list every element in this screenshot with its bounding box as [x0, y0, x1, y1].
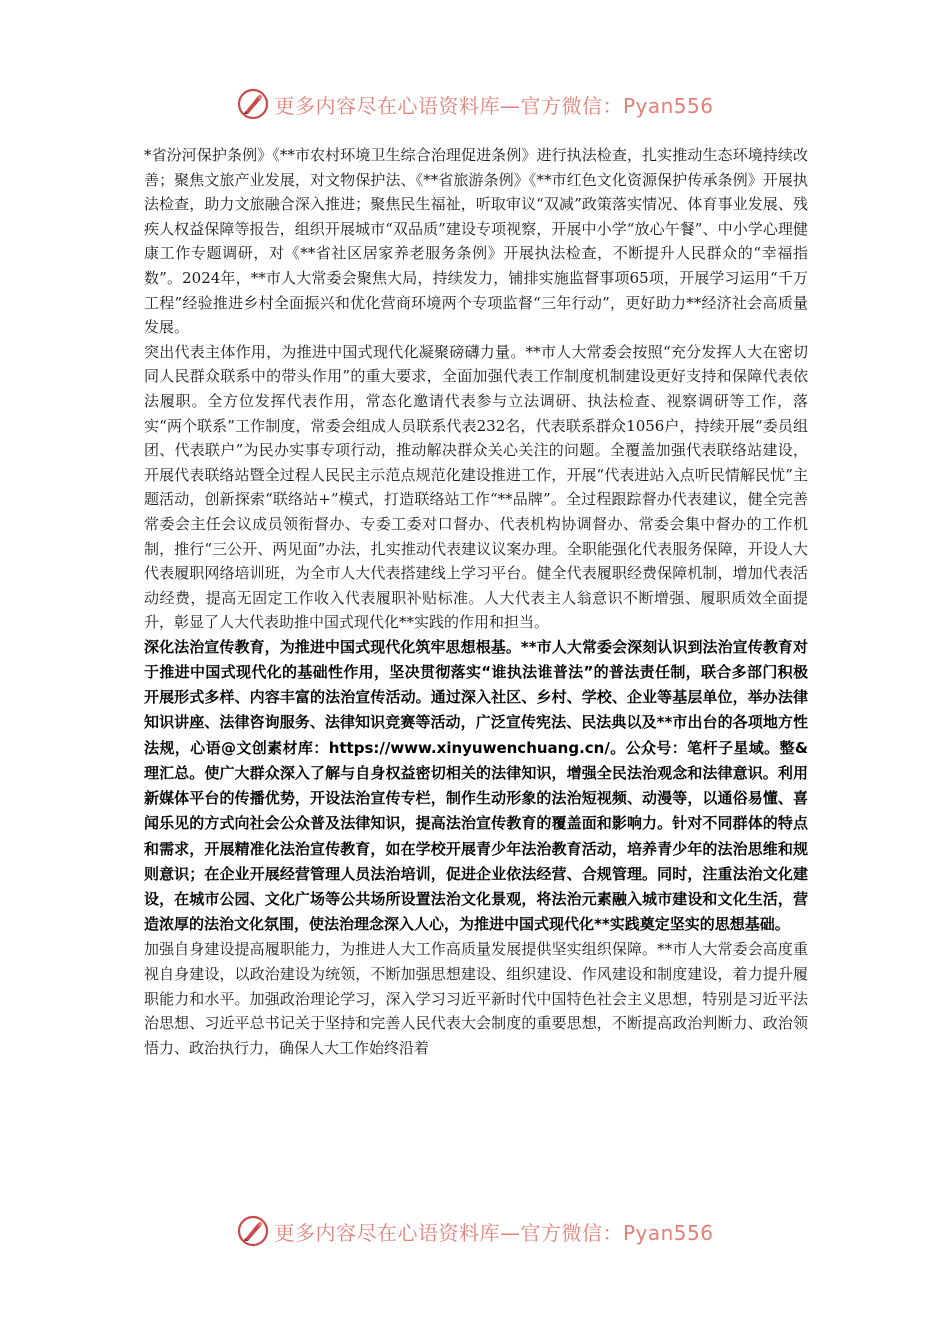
paragraph-legal-education: 深化法治宣传教育，为推进中国式现代化筑牢思想根基。**市人大常委会深刻认识到法治宣传教育对于推进中国式现代化的基础性作用，坚决贯彻落实“谁执法谁普法”的普法责任制，联合多部门积极开展形式多样、内容丰富的法治宣传活动。通过深入社区、乡村、学校、企业等基层单位，举办法律知识讲座、法律咨询服务、法律知识竞赛等活动，广泛宣传宪法、民法典以及**市出台的各项地方性法规，心语@文创素材库：https://www.xinyuwenchuang.cn/。公众号：笔杆子星域。整&理汇总。使广大群众深入了解与自身权益密切相关的法律知识，增强全民法治观念和法律意识。利用新媒体平台的传播优势，开设法治宣传专栏，制作生动形象的法治短视频、动漫等，以通俗易懂、喜闻乐见的方式向社会公众普及法律知识，提高法治宣传教育的覆盖面和影响力。针对不同群体的特点和需求，开展精准化法治宣传教育，如在学校开展青少年法治教育活动，培养青少年的法治思维和规则意识；在企业开展经营管理人员法治培训，促进企业依法经营、合规管理。同时，注重法治文化建设，在城市公园、文化广场等公共场所设置法治文化景观，将法治元素融入城市建设和文化生活，营造浓厚的法治文化氛围，使法治理念深入人心，为推进中国式现代化**实践奠定坚实的思想基础。 — [144, 637, 808, 934]
document-body — [144, 143, 808, 1060]
paragraph-self-building: 加强自身建设提高履职能力，为推进人大工作高质量发展提供坚实组织保障。**市人大常委会高度重视自身建设，以政治建设为统领，不断加强思想建设、组织建设、作风建设和制度建设，着力提升履职能力和水平。加强政治理论学习，深入学习习近平新时代中国特色社会主义思想，特别是习近平法治思想、习近平总书记关于坚持和完善人民代表大会制度的重要思想，不断提高政治判断力、政治领悟力、政治执行力，确保人大工作始终沿着 — [144, 940, 808, 1057]
footer-watermark-banner — [0, 1211, 950, 1251]
pen-brush-logo-icon — [236, 87, 270, 121]
banner-text: 更多内容尽在心语资料库—官方微信：Pyan556 — [274, 1220, 714, 1245]
banner-text: 更多内容尽在心语资料库—官方微信：Pyan556 — [274, 93, 714, 118]
header-watermark-banner — [0, 84, 950, 124]
pen-brush-logo-icon — [236, 1214, 270, 1248]
paragraph-supervision: *省汾河保护条例》《**市农村环境卫生综合治理促进条例》进行执法检查，扎实推动生态环境持续改善；聚焦文旅产业发展，对文物保护法、《**省旅游条例》《**市红色文化资源保护传承条例》开展执法检查，助力文旅融合深入推进；聚焦民生福祉，听取审议“双减”政策落实情况、体育事业发展、残疾人权益保障等报告，组织开展城市“双品质”建设专项视察，开展中小学“放心午餐”、中小学心理健康工作专题调研，对《**省社区居家养老服务条例》开展执法检查，不断提升人民群众的“幸福指数”。2024年，**市人大常委会聚焦大局，持续发力，铺排实施监督事项65项，开展学习运用“千万工程”经验推进乡村全面振兴和优化营商环境两个专项监督“三年行动”，更好助力**经济社会高质量发展。 — [144, 146, 808, 337]
paragraph-deputies: 突出代表主体作用，为推进中国式现代化凝聚磅礴力量。**市人大常委会按照“充分发挥人大在密切同人民群众联系中的带头作用”的重大要求，全面加强代表工作制度机制建设更好支持和保障代表依法履职。全方位发挥代表作用，常态化邀请代表参与立法调研、执法检查、视察调研等工作，落实“两个联系”工作制度，常委会组成人员联系代表232名，代表联系群众1056户，持续开展“委员组团、代表联户”为民办实事专项行动，推动解决群众关心关注的问题。全覆盖加强代表联络站建设，开展代表联络站暨全过程人民民主示范点规范化建设推进工作，开展“代表进站入点听民情解民忧”主题活动，创新探索“联络站+”模式，打造联络站工作“**品牌”。全过程跟踪督办代表建议，健全完善常委会主任会议成员领衔督办、专委工委对口督办、代表机构协调督办、常委会集中督办的工作机制，推行“三公开、两见面”办法，扎实推动代表建议议案办理。全职能强化代表服务保障，开设人大代表履职网络培训班，为全市人大代表搭建线上学习平台。健全代表履职经费保障机制，增加代表活动经费，提高无固定工作收入代表履职补贴标准。人大代表主人翁意识不断增强、履职质效全面提升，彰显了人大代表助推中国式现代化**实践的作用和担当。 — [144, 342, 808, 632]
